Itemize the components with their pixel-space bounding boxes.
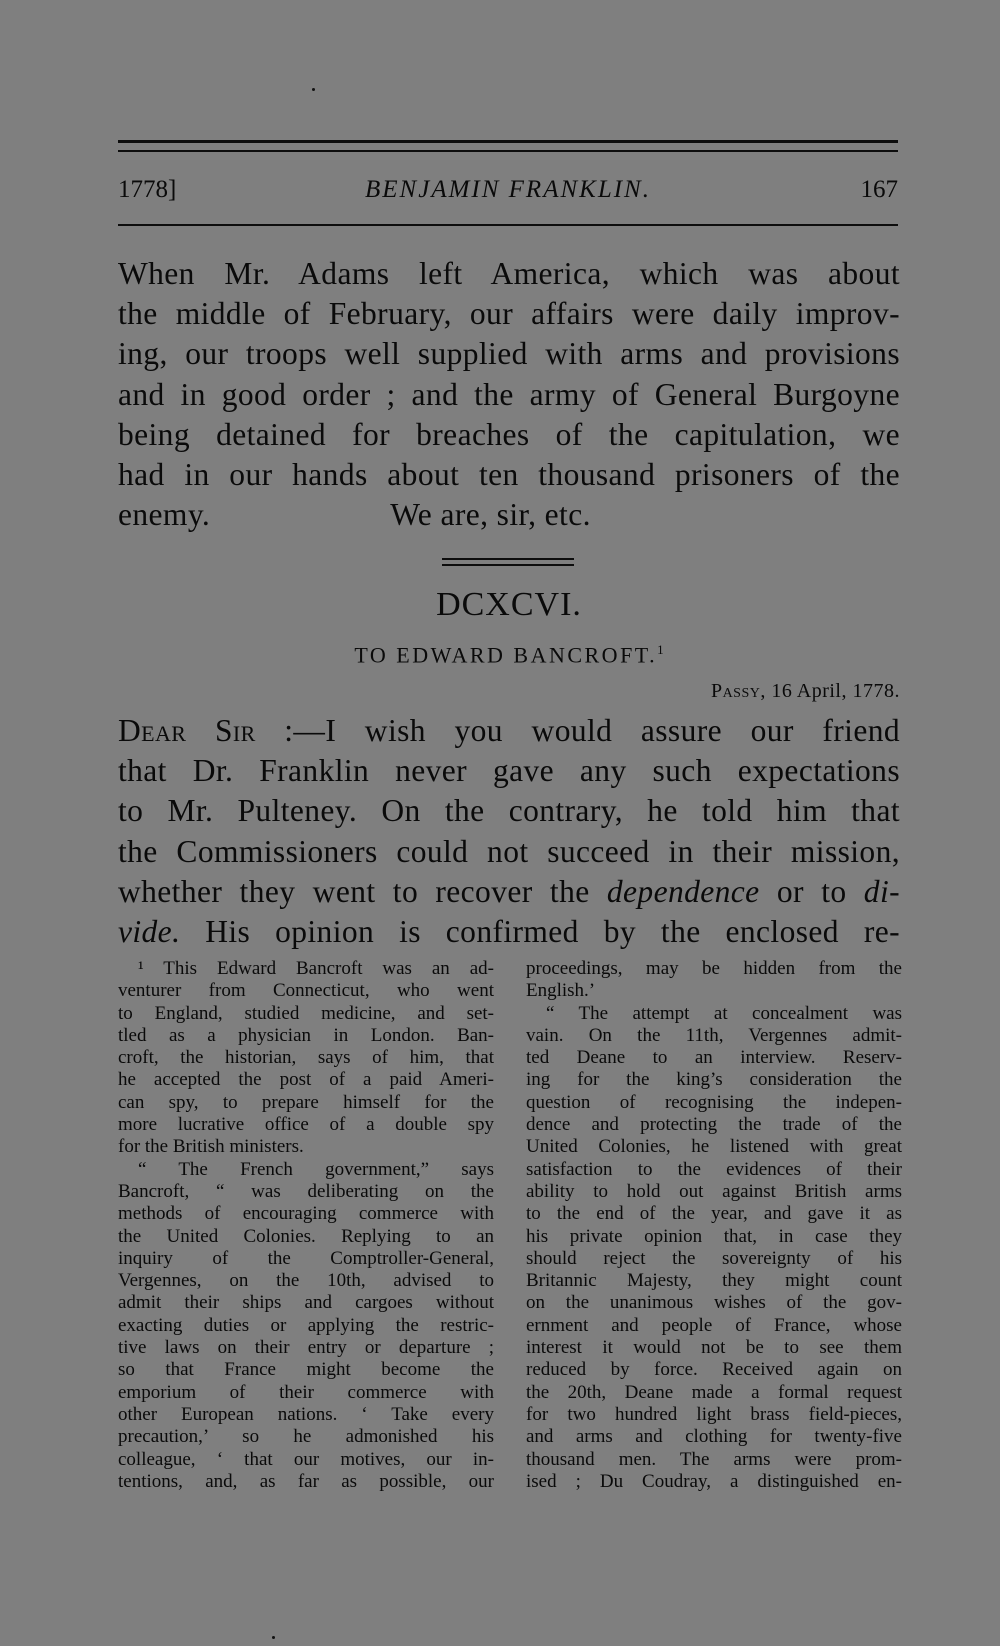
footnote-line: “ The French government,” says <box>138 1158 494 1180</box>
recipient-name: TO EDWARD BANCROFT. <box>354 642 658 668</box>
letter-recipient <box>118 642 900 668</box>
closing-paragraph <box>118 254 900 535</box>
last-line-start: enemy. <box>118 497 211 533</box>
footnote-line: ability to hold out against British arms <box>526 1180 902 1202</box>
footnote-line: for the British ministers. <box>118 1136 304 1158</box>
letter-line <box>118 872 900 912</box>
letter-signoff: We are, sir, etc. <box>390 497 591 533</box>
header-rule-top <box>118 140 898 143</box>
section-divider-bottom <box>442 564 574 566</box>
footnote-line: should reject the sovereignty of his <box>526 1247 902 1269</box>
footnote-line: colleague, ‘ that our motives, our in- <box>118 1448 494 1470</box>
footnote-line: to England, studied medicine, and set- <box>118 1002 494 1024</box>
footnote-line: ¹ This Edward Bancroft was an ad- <box>138 958 494 979</box>
footnote-line: other European nations. ‘ Take every <box>118 1403 494 1425</box>
footnote-line: emporium of their commerce with <box>118 1381 494 1403</box>
letter-line-text: His opinion is confirmed by the enclosed re- <box>180 913 900 949</box>
footnote-line: United Colonies, he listened with great <box>526 1136 902 1158</box>
footnote-line: Bancroft, “ was deliberating on the <box>118 1180 494 1202</box>
footnote-line: methods of encouraging commerce with <box>118 1203 494 1225</box>
emphasis-divide-end: vide. <box>118 913 181 949</box>
letter-line <box>118 912 900 952</box>
footnote-line: tive laws on their entry or departure ; <box>118 1337 494 1359</box>
footnote-line: reduced by force. Received again on <box>526 1359 902 1381</box>
footnote-line: question of recognising the indepen- <box>526 1091 902 1113</box>
letter-line: to Mr. Pulteney. On the contrary, he told him that <box>118 793 900 829</box>
footnote-line: can spy, to prepare himself for the <box>118 1091 494 1113</box>
letter-line: the Commissioners could not succeed in their mission, <box>118 833 900 869</box>
letter-body <box>118 711 900 952</box>
footnote-line: more lucrative office of a double spy <box>118 1114 494 1136</box>
footnote-line: to the end of the year, and gave it as <box>526 1203 902 1225</box>
footnote-line: for two hundred light brass field-pieces, <box>526 1403 902 1425</box>
letter-line-text: whether they went to recover the <box>118 873 607 909</box>
footnote-line: venturer from Connecticut, who went <box>118 980 494 1002</box>
paragraph-line: the middle of February, our affairs were daily improv- <box>118 296 900 332</box>
header-rule-second <box>118 150 898 152</box>
footnote-line: satisfaction to the evidences of their <box>526 1158 902 1180</box>
footnote-line: “ The attempt at concealment was <box>546 1002 902 1024</box>
footnote-line: Vergennes, on the 10th, advised to <box>118 1270 494 1292</box>
dateline-place: Passy, <box>710 680 766 702</box>
page-number: 167 <box>860 176 898 203</box>
footnote-line: proceedings, may be hidden from the <box>526 958 902 979</box>
footnote-marker: 1 <box>657 642 664 657</box>
footnote-line: vain. On the 11th, Vergennes admit- <box>526 1024 902 1046</box>
footnote-line: English.’ <box>526 980 596 1002</box>
ink-speck-top <box>312 88 315 91</box>
footnote-line: Britannic Majesty, they might count <box>526 1270 902 1292</box>
letter-number: DCXCVI. <box>436 586 582 623</box>
paragraph-line: and in good order ; and the army of General Burgoyne <box>118 376 900 412</box>
running-head <box>118 176 898 210</box>
footnote-line: on the unanimous wishes of the gov- <box>526 1292 902 1314</box>
footnote-line: the United Colonies. Replying to an <box>118 1225 494 1247</box>
footnote-line: croft, the historian, says of him, that <box>118 1047 494 1069</box>
footnote-column-left <box>118 958 494 1493</box>
footnote-line: precaution,’ so he admonished his <box>118 1426 494 1448</box>
footnote-line: admit their ships and cargoes without <box>118 1292 494 1314</box>
footnote-line: ised ; Du Coudray, a distinguished en- <box>526 1470 902 1492</box>
footnote-line: he accepted the post of a paid Ameri- <box>118 1069 494 1091</box>
footnote-line: ernment and people of France, whose <box>526 1314 902 1336</box>
salutation: Dear Sir <box>118 713 256 748</box>
footnote-line: and arms and clothing for twenty-five <box>526 1426 902 1448</box>
ink-speck-bottom <box>272 1636 275 1639</box>
footnote-line: ted Deane to an interview. Reserv- <box>526 1047 902 1069</box>
letter-line-text: :—I wish you would assure our friend <box>255 713 900 748</box>
footnote-line: ing for the king’s consideration the <box>526 1069 902 1091</box>
paragraph-last-line <box>118 495 900 535</box>
header-rule-bottom <box>118 224 898 226</box>
paragraph-line: being detained for breaches of the capitulation, we <box>118 416 900 452</box>
emphasis-dependence: dependence <box>606 873 760 909</box>
footnote-line: inquiry of the Comptroller-General, <box>118 1247 494 1269</box>
footnote-column-right <box>526 958 902 1493</box>
paragraph-line: ing, our troops well supplied with arms and provisions <box>118 336 900 372</box>
letter-line: that Dr. Franklin never gave any such expectations <box>118 753 900 789</box>
footnote-line: thousand men. The arms were prom- <box>526 1448 902 1470</box>
dateline-date: 16 April, 1778. <box>771 680 900 702</box>
footnote-line: his private opinion that, in case they <box>526 1225 902 1247</box>
footnote-line: tled as a physician in London. Ban- <box>118 1024 494 1046</box>
paragraph-line: had in our hands about ten thousand prisoners of the <box>118 456 900 492</box>
footnote-line: dence and protecting the trade of the <box>526 1114 902 1136</box>
running-head-year: 1778] <box>118 176 177 203</box>
paragraph-line: When Mr. Adams left America, which was about <box>118 256 900 291</box>
footnote-line: interest it would not be to see them <box>526 1337 902 1359</box>
footnote-line: so that France might become the <box>118 1359 494 1381</box>
emphasis-divide: di- <box>863 873 900 909</box>
running-head-title: BENJAMIN FRANKLIN. <box>365 176 651 203</box>
letter-line <box>118 711 900 751</box>
dateline <box>711 680 900 703</box>
section-divider-top <box>442 558 574 560</box>
footnote-line: exacting duties or applying the restric- <box>118 1314 494 1336</box>
footnote-line: the 20th, Deane made a formal request <box>526 1381 902 1403</box>
letter-line-text: or to <box>759 873 864 909</box>
footnote-line: tentions, and, as far as possible, our <box>118 1470 494 1492</box>
